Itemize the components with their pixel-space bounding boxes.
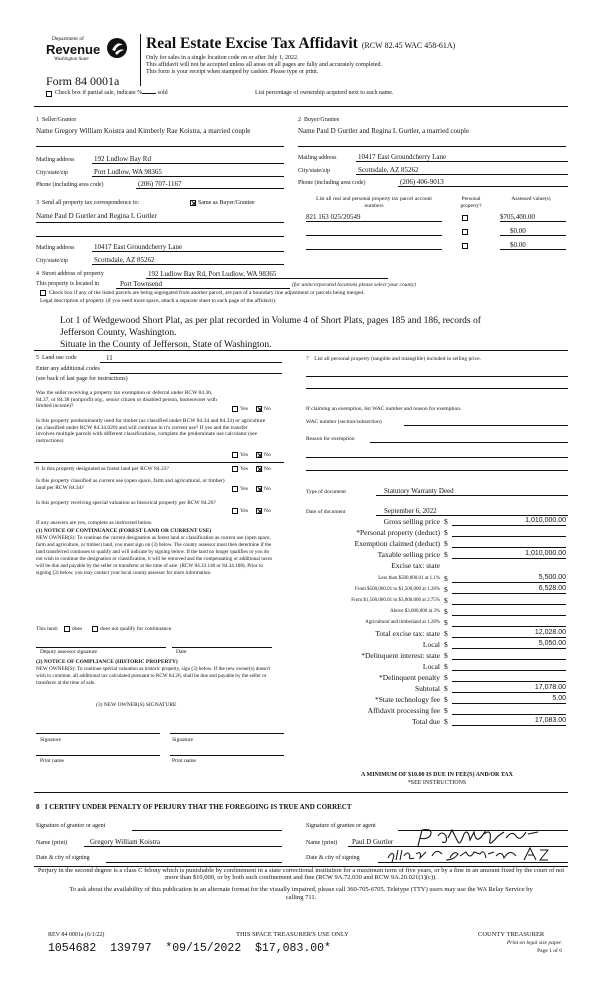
county-treasurer-label: COUNTY TREASURER [478, 931, 545, 938]
tax-row-label: Total due [411, 717, 440, 726]
perjury-warning: Perjury in the second degree is a class C felony which is punishable by confinement in a state correctional institution for a maximum term of five years, or by a fine in an amount fixed by the court of not more than $10,000, or by both such confinement and fine (RCW 9A.72.030 and RCW 9A.20.021(1)(c)). [37, 867, 565, 882]
revenue-logo [44, 34, 130, 68]
buyer-phone-field[interactable]: (206) 406-9013 [398, 178, 568, 187]
grantor-signature-field[interactable] [132, 823, 282, 831]
deputy-date-label: Date [176, 649, 187, 655]
q3-no-checkbox[interactable] [256, 466, 262, 472]
q1-yes-checkbox[interactable] [232, 406, 238, 412]
wac-label: WAC number (section/subsection) [306, 419, 382, 425]
dollar-sign: $ [444, 539, 448, 548]
seller-city-label: City/state/zip [36, 170, 68, 176]
dollar-sign: $ [444, 550, 448, 559]
doc-date-field[interactable]: September 6, 2022 [376, 507, 568, 516]
grantor-name-field[interactable]: Gregory William Koistra [84, 838, 282, 847]
tax-row-label: From $500,000.01 to $1,500,000 at 1.28% [355, 587, 440, 592]
property-address-field[interactable]: 192 Ludlow Bay Rd, Port Ludlow, WA 98365 [146, 270, 388, 279]
tax-row-value[interactable] [452, 528, 566, 537]
segregated-checkbox[interactable] [40, 290, 46, 296]
see-back-label: (see back of last page for instructions) [36, 376, 128, 382]
tax-row-label: Local [422, 640, 440, 649]
grantee-handwritten-date-city [384, 846, 554, 864]
dollar-sign: $ [444, 695, 448, 704]
tax-row-value[interactable] [452, 561, 566, 569]
see-instructions-note: *SEE INSTRUCTIONS [407, 780, 467, 786]
tax-row-value[interactable] [452, 539, 566, 548]
yes-label: Yes [240, 486, 249, 492]
treasurer-use-label: THIS SPACE TREASURER'S USE ONLY [236, 931, 349, 938]
dollar-sign: $ [444, 706, 448, 715]
revision-code: REV 84 0001a (6/1/22) [48, 932, 105, 938]
assessed-value-header: Assessed value(s) [511, 196, 551, 202]
dollar-sign: $ [444, 640, 448, 649]
if-any-yes: If any answers are yes, complete as instructed below. [36, 520, 153, 526]
tax-row-value[interactable]: 1,010,000.00 [452, 517, 566, 526]
q2-yes-checkbox[interactable] [232, 452, 238, 458]
tax-row-label: Affidavit processing fee [367, 706, 440, 715]
tax-row-value[interactable] [452, 651, 566, 660]
exemption-question: Was the seller receiving a property tax exemption or deferral under RCW 84.36, 84.37, or 84.38 (nonprofit org., senior citizen or disabled person, homeowner with limited income)? [36, 390, 217, 409]
doc-type-label: Type of document [306, 489, 346, 495]
assessed-value-field[interactable]: $0.00 [500, 241, 566, 250]
grantee-name-field[interactable]: Paul D Gurtler [348, 838, 568, 847]
doc-type-field[interactable]: Statutory Warranty Deed [376, 487, 568, 496]
dollar-sign: $ [444, 528, 448, 537]
tax-row-value[interactable] [452, 662, 566, 671]
dollar-sign: $ [444, 574, 448, 583]
partial-sale-checkbox[interactable] [46, 91, 52, 97]
buyer-name: Name Paul D Gurtler and Regina L Gurtler, a married couple [298, 127, 470, 135]
dollar-sign: $ [444, 651, 448, 660]
buyer-city-label: City/state/zip [298, 168, 330, 174]
same-as-buyer-checkbox[interactable] [190, 200, 196, 206]
dollar-sign: $ [444, 684, 448, 693]
grantor-date-field[interactable] [106, 855, 282, 863]
buyer-mail-field[interactable]: 10417 East Groundcherry Lane [356, 153, 568, 162]
no-label: No [264, 406, 271, 412]
dollar-sign: $ [444, 618, 448, 627]
tax-row-label: From $1,500,000.01 to $3,000,000 at 2.75% [351, 598, 440, 603]
partial-sale-label: Check box if partial sale, indicate % sold [55, 90, 168, 96]
print-name-label: Print name [40, 758, 64, 764]
no-label: No [264, 508, 271, 514]
legal-size-note: Print on legal size paper. [506, 940, 562, 946]
tax-row-label: Taxable selling price [377, 550, 440, 559]
grantee-name-label: Name (print) [306, 840, 338, 846]
tax-row-label: *Delinquent interest: state [361, 651, 440, 660]
tax-row-value[interactable]: 5.00 [452, 695, 566, 704]
q2-no-checkbox[interactable] [256, 452, 262, 458]
tax-row-value[interactable] [452, 673, 566, 682]
this-land-label: This land: [36, 626, 59, 632]
section3-mail-field[interactable]: 10417 East Groundcherry Lane [92, 243, 284, 252]
dollar-sign: $ [444, 596, 448, 605]
assessed-value-field[interactable]: $0.00 [500, 227, 566, 236]
tax-row-label: *State technology fee [375, 695, 440, 704]
doc-date-label: Date of document [306, 509, 346, 515]
personal-property-checkbox[interactable] [462, 215, 468, 221]
tax-row-value[interactable]: 1,010,000.00 [452, 550, 566, 559]
does-checkbox[interactable] [64, 626, 70, 632]
notice-continuance-title: (1) NOTICE OF CONTINUANCE (FOREST LAND OR CURRENT USE) [36, 528, 212, 534]
buyer-city-field[interactable]: Scottsdale, AZ 85262 [356, 166, 568, 175]
section3-mail-label: Mailing address [36, 245, 75, 251]
minimum-due-note: A MINIMUM OF $10.00 IS DUE IN FEE(S) AND/OR TAX [361, 772, 513, 778]
wac-field[interactable] [404, 419, 568, 426]
tax-row-value[interactable]: 17,078.00 [452, 684, 566, 693]
seller-mail-label: Mailing address [36, 157, 75, 163]
dollar-sign: $ [444, 629, 448, 638]
header-note-3: This form is your receipt when stamped by cashier. Please type or print. [146, 69, 319, 75]
tax-row-label: Total excise tax: state [375, 629, 440, 638]
dollar-sign: $ [444, 717, 448, 726]
dollar-sign: $ [444, 673, 448, 682]
signature-label: Signature [40, 737, 62, 743]
q5-yes-checkbox[interactable] [232, 508, 238, 514]
buyer-phone-label: Phone (including area code) [298, 180, 366, 186]
located-label: This property is located in [36, 281, 99, 287]
revenue-seal-icon [106, 37, 128, 59]
signature-label: Signature [172, 737, 194, 743]
land-use-label: 5 Land use code [36, 355, 77, 361]
tax-row-label: *Personal property (deduct) [356, 528, 440, 537]
tax-row-value[interactable]: 6,528.00 [452, 585, 566, 594]
tax-row-value[interactable]: 12,028.00 [452, 629, 566, 638]
does-not-label: does not qualify for continuance. [100, 626, 173, 632]
located-note: (for unincorporated locations please select your county) [292, 282, 417, 288]
additional-codes-field[interactable] [110, 366, 282, 374]
tax-row-label: Above $3,000,000 at 3% [390, 609, 440, 614]
tax-row-label: Gross selling price [383, 517, 440, 526]
grantee-signature-label: Signature of grantee or agent [306, 823, 376, 829]
yes-label: Yes [240, 406, 249, 412]
print-name-label: Print name [172, 758, 196, 764]
percent-note: List percentage of ownership acquired next to each name. [255, 90, 394, 96]
located-field[interactable]: Port Townsend [116, 280, 290, 289]
tax-row-label: Agricultural and timberland at 1.28% [365, 620, 440, 625]
seller-city-field[interactable]: Port Ludlow, WA 98365 [92, 168, 284, 177]
legal-description-line-2: Jefferson County, Washington. [60, 328, 177, 338]
page-number: Page 1 of 6 [537, 948, 562, 954]
dollar-sign: $ [444, 662, 448, 671]
reason-field[interactable] [370, 436, 568, 443]
seller-mail-field[interactable]: 192 Ludlow Bay Rd [92, 155, 284, 164]
q1-no-checkbox[interactable] [256, 406, 262, 412]
seller-phone-label: Phone (including area code) [36, 182, 104, 188]
parcel-number-field[interactable] [306, 227, 442, 236]
does-not-checkbox[interactable] [92, 626, 98, 632]
current-use-question: Is this property classified as current use (open space, farm and agricultural, or timber) land per RCW 84.34? [36, 478, 225, 491]
q4-no-checkbox[interactable] [256, 486, 262, 492]
personal-property-list-label: 7 List all personal property (tangible and intangible) included in selling price. [306, 356, 481, 362]
legal-description-line-3: Situate in the County of Jefferson, State of Washington. [60, 340, 272, 350]
land-use-field[interactable]: 11 [100, 354, 282, 363]
tax-row-label: Exemption claimed (deduct) [354, 539, 440, 548]
new-owner-signature-title: (3) NEW OWNER(S) SIGNATURE [96, 702, 177, 708]
tax-row-value[interactable] [452, 618, 566, 627]
tax-row-label: Less than $500,000.01 at 1.1% [378, 576, 440, 581]
tax-row-label: *Delinquent penalty [378, 673, 440, 682]
q4-yes-checkbox[interactable] [232, 486, 238, 492]
section3-city-label: City/state/zip [36, 258, 68, 264]
grantor-date-label: Date & city of signing [36, 855, 90, 861]
seller-name: Name Gregory William Koistra and Kimberly Rae Koistra, a married couple [36, 127, 251, 135]
alternate-format-note: To ask about the availability of this publication in an alternate format for the visually impaired, please call 360-705-6705. Teletype (TTY) users may use the WA Relay Service by calling 711. [69, 886, 533, 901]
deputy-signature-label: Deputy assessor signature [40, 649, 98, 655]
tax-row-value[interactable] [452, 607, 566, 616]
no-label: No [264, 452, 271, 458]
tax-row-value[interactable]: 17,083.00 [452, 717, 566, 726]
personal-property-checkbox[interactable] [462, 229, 468, 235]
historic-question: Is this property receiving special valuation as historical property per RCW 84.26? [36, 500, 216, 506]
parcel-number-field[interactable]: 821 163 025/20549 [306, 213, 442, 222]
does-label: does [72, 626, 83, 632]
section3-name: Name Paul D Gurtler and Regina L Gurtler [36, 212, 157, 220]
personal-property-header: Personal property? [460, 196, 482, 209]
notice-compliance-title: (2) NOTICE OF COMPLIANCE (HISTORIC PROPERTY) [36, 659, 178, 665]
assessed-value-field[interactable]: $705,400.00 [500, 213, 566, 222]
tax-row-label: Excise tax: state [391, 561, 440, 570]
legal-description-line-1: Lot 1 of Wedgewood Short Plat, as per plat recorded in Volume 4 of Short Plats, pages 185 and 186, records of [60, 316, 481, 326]
tax-row-value[interactable] [452, 596, 566, 605]
dollar-sign: $ [444, 517, 448, 526]
same-as-buyer-label: Same as Buyer/Grantee [198, 200, 255, 206]
yes-label: Yes [240, 452, 249, 458]
personal-property-checkbox[interactable] [462, 243, 468, 249]
buyer-heading: 2 Buyer/Grantee [298, 117, 340, 123]
tax-row-label: Subtotal [414, 684, 440, 693]
legal-description-label: Legal description of property (if you need more space, attach a separate sheet to each page of the affidavit). [40, 298, 277, 304]
tax-row-value[interactable]: 5,500.00 [452, 574, 566, 583]
no-label: No [264, 466, 271, 472]
dollar-sign: $ [444, 585, 448, 594]
parcel-list-header: List all real and personal property tax parcel account numbers [316, 196, 432, 209]
treasurer-stamp: 1054682 139797 *09/15/2022 $17,083.00* [48, 942, 331, 955]
buyer-mail-label: Mailing address [298, 155, 337, 161]
seller-heading: 1 Seller/Grantor [36, 117, 77, 123]
forest-question: 6 Is this property designated as forest land per RCW 84.33? [36, 466, 169, 472]
logo-revenue: Revenue [46, 42, 101, 57]
section3-label: 3 Send all property tax correspondence to: [36, 200, 140, 206]
tax-row-value[interactable] [452, 706, 566, 715]
grantee-date-label: Date & city of signing [306, 855, 360, 861]
logo-state: Washington State [54, 57, 89, 62]
yes-label: Yes [240, 508, 249, 514]
additional-codes-label: Enter any additional codes [36, 366, 100, 372]
tax-row-label: Local [422, 662, 440, 671]
tax-row-value[interactable]: 5,050.00 [452, 640, 566, 649]
logo-dept: Department of [52, 36, 84, 42]
dollar-sign: $ [444, 607, 448, 616]
no-label: No [264, 486, 271, 492]
q3-yes-checkbox[interactable] [232, 466, 238, 472]
yes-label: Yes [240, 466, 249, 472]
grantor-name-label: Name (print) [36, 840, 68, 846]
header-note-1: Only for sales in a single location code on or after July 1, 2022. [146, 55, 299, 61]
q5-no-checkbox[interactable] [256, 508, 262, 514]
grantor-signature-label: Signature of grantor or agent [36, 823, 106, 829]
exemption-claim-label: If claiming an exemption, list WAC number and reason for exemption. [306, 406, 462, 412]
segregated-label: Check box if any of the listed parcels are being segregated from another parcel, are part of a boundary line adjustment or parcels being merged. [49, 290, 365, 296]
reason-label: Reason for exemption [306, 436, 355, 442]
certify-heading: 8 I CERTIFY UNDER PENALTY OF PERJURY THAT THE FOREGOING IS TRUE AND CORRECT [36, 803, 352, 811]
timber-question: Is this property predominantly used for timber (as classified under RCW 84.34 and 84.33) or agriculture (as classified under RCW 84.34.020) and will continue in it's current use? If yes and the transfer involves multiple parcels with different classifications, complete the predominate use calculator (see instructions) [36, 418, 266, 444]
form-title: Real Estate Excise Tax Affidavit (RCW 82.45 WAC 458-61A) [146, 35, 456, 52]
notice-compliance-body: NEW OWNER(S): To continue special valuation as historic property, sign (3) below. If the new owner(s) doesn't wish to continue, all additional tax calculated pursuant to RCW 84.26, shall be due and payable by the seller or transferor at the time of sale. [36, 666, 271, 686]
section3-city-field[interactable]: Scottsdale, AZ 85262 [92, 256, 284, 265]
header-note-2: This affidavit will not be accepted unless all areas on all pages are fully and accurately completed. [146, 62, 382, 68]
seller-phone-field[interactable]: (206) 707-1167 [136, 180, 284, 189]
notice-continuance-body: NEW OWNER(S): To continue the current designation as forest land or classification as current use (open space, farm and agriculture, or timber) land, you must sign on (3) below. The county assessor must then determine if the land transferred continues to qualify and will indicate by signing below. If the land no longer qualifies or you do not wish to continue the designation or classification, it will be removed and the compensating or additional taxes will be due and payable by the seller or transferor at the time of sale. (RCW 84.33.140 or 84.34.108). Prior to signing (3) below, you may contact your local county assessor for more information. [36, 535, 272, 576]
parcel-number-field[interactable] [306, 241, 442, 250]
section4-street-label: 4 Street address of property [36, 271, 104, 277]
form-number: Form 84 0001a [46, 74, 120, 88]
